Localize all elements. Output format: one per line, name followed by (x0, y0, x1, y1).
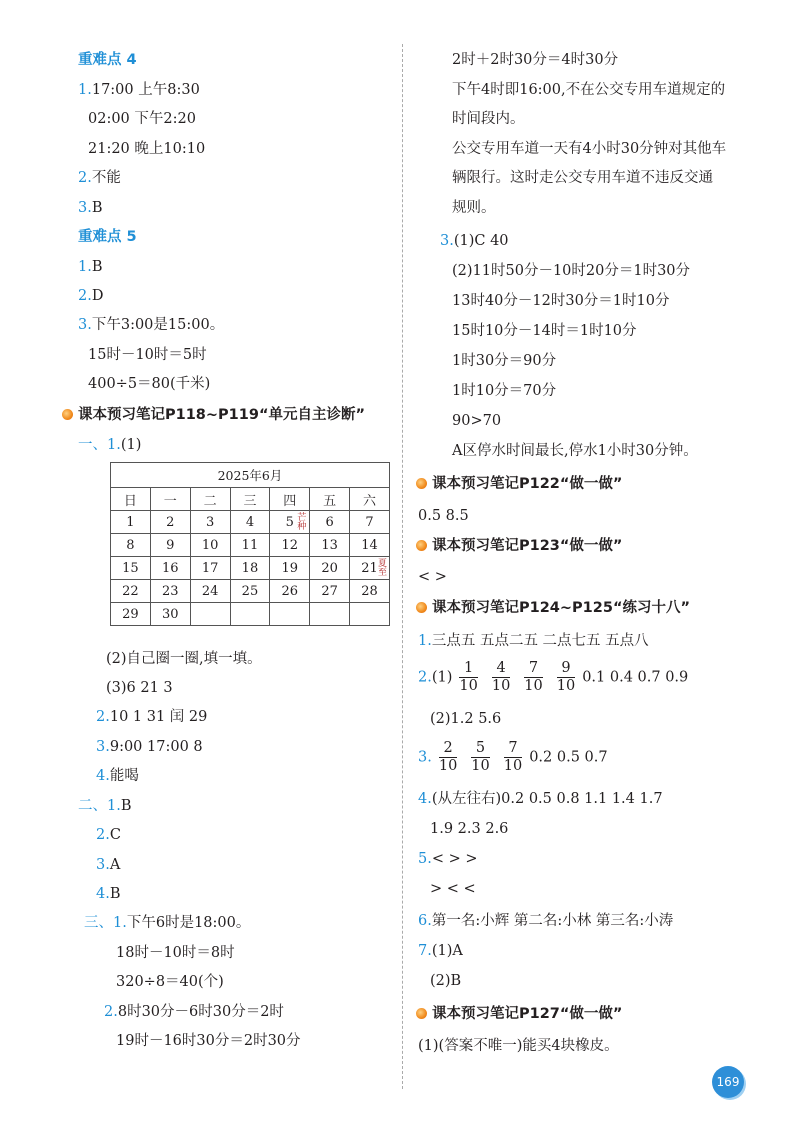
answer-line: 二、1.B (78, 798, 132, 814)
calendar-day-cell (190, 603, 230, 626)
calendar-day: 3 (205, 514, 215, 530)
fraction-numerator: 1 (459, 660, 477, 678)
calendar-day: 19 (281, 560, 299, 576)
answer-line: 公交专用车道一天有4小时30分钟对其他车 (452, 141, 727, 157)
calendar-week-row (111, 580, 390, 603)
section-title: 课本预习笔记P127“做一做” (416, 1004, 622, 1024)
calendar-day: 21 (361, 560, 378, 576)
calendar-day-cell (190, 534, 230, 557)
answer-line: 0.5 8.5 (418, 508, 469, 524)
calendar-day-cell (310, 557, 350, 580)
calendar-day: 9 (166, 537, 175, 553)
calendar-weekday: 一 (150, 488, 190, 511)
answer-line: 7.(1)A (418, 943, 463, 959)
calendar-day: 10 (201, 537, 219, 553)
answer-line: < > (418, 569, 447, 585)
calendar-weekday: 三 (230, 488, 270, 511)
section-title: 课本预习笔记P122“做一做” (416, 474, 622, 494)
answer-line-fractions: 2.(1) $\frac{1}{10}$ $\frac{4}{10}$ $\frac{7}{10}$ $\frac{9}{10}$ 0.1 0.4 0.7 0.9 (418, 660, 689, 694)
fraction-denominator: 10 (503, 758, 523, 774)
calendar-day: 12 (281, 537, 299, 553)
answer-line: (2)1.2 5.6 (430, 711, 502, 727)
calendar-day-cell (230, 534, 270, 557)
section-title: 课本预习笔记P118~P119“单元自主诊断” (62, 405, 365, 425)
answer-line: (1)(答案不唯一)能买4块橡皮。 (418, 1038, 619, 1054)
calendar-week-row (111, 511, 390, 534)
calendar-weekday: 二 (190, 488, 230, 511)
calendar-day-cell (111, 511, 151, 534)
calendar-weekday: 六 (350, 488, 390, 511)
answer-line: 18时－10时＝8时 (116, 945, 235, 961)
answer-line: 5.< > > (418, 851, 478, 867)
calendar-day-cell (310, 534, 350, 557)
answer-line: 3.下午3:00是15:00。 (78, 317, 225, 333)
answer-line: 3.B (78, 200, 103, 216)
calendar-day-cell (230, 603, 270, 626)
fraction-denominator: 10 (459, 678, 478, 694)
calendar-day: 14 (361, 537, 378, 553)
calendar-day-cell (310, 511, 350, 534)
calendar-day: 6 (325, 514, 334, 530)
fraction-numerator: 7 (504, 740, 522, 758)
calendar-weekday: 日 (111, 488, 151, 511)
answer-line: 2时＋2时30分＝4时30分 (452, 52, 619, 68)
answer-line: 4.能喝 (96, 768, 139, 784)
calendar-weekday-row (111, 488, 390, 511)
calendar-weekday: 四 (270, 488, 310, 511)
answer-line: 3.9:00 17:00 8 (96, 739, 203, 755)
answer-line: 320÷8＝40(个) (116, 974, 224, 990)
fraction-denominator: 10 (524, 678, 543, 694)
answer-line: 2.不能 (78, 170, 121, 186)
answer-line: (2)11时50分－10时20分＝1时30分 (452, 263, 691, 279)
fraction-denominator: 10 (471, 758, 490, 774)
section-title: 课本预习笔记P124~P125“练习十八” (416, 598, 690, 618)
answer-line: 4.B (96, 886, 121, 902)
page-number-badge: 169 (712, 1066, 744, 1098)
calendar-day: 29 (122, 606, 139, 622)
fraction (524, 660, 542, 695)
answer-line: > < < (430, 881, 476, 897)
calendar-day-cell (350, 534, 390, 557)
calendar-day-cell (190, 580, 230, 603)
answer-line: 时间段内。 (452, 111, 525, 127)
fraction-denominator: 10 (556, 678, 576, 694)
fraction-numerator: 5 (471, 740, 489, 758)
calendar-table (110, 462, 390, 626)
calendar-day: 23 (161, 583, 179, 599)
fraction-denominator: 10 (491, 678, 511, 694)
answer-line: 下午4时即16:00,不在公交专用车道规定的 (452, 82, 726, 98)
calendar-day: 1 (126, 514, 135, 530)
answer-line: 2.10 1 31 闰 29 (96, 709, 208, 725)
calendar-day-cell (150, 534, 190, 557)
fraction-numerator: 9 (557, 660, 575, 678)
section-heading-4: 重难点 4 (78, 52, 137, 68)
answer-line: 3.A (96, 857, 121, 873)
fraction (459, 660, 477, 695)
answer-line: 辆限行。这时走公交专用车道不违反交通 (452, 170, 713, 186)
answer-line: 规则。 (452, 200, 496, 216)
calendar-day: 27 (321, 583, 338, 599)
calendar-day-cell (111, 603, 151, 626)
calendar-day: 5 (285, 514, 294, 530)
answer-line: 三、1.下午6时是18:00。 (84, 915, 251, 931)
answer-line: 90>70 (452, 413, 502, 429)
calendar-day-cell (230, 580, 270, 603)
answer-line-fractions: 3. $\frac{2}{10}$ $\frac{5}{10}$ $\frac{7}{10}$ 0.2 0.5 0.7 (418, 740, 608, 774)
calendar-day: 16 (161, 560, 179, 576)
calendar-day-cell (350, 511, 390, 534)
bullet-dot-icon (416, 602, 427, 613)
calendar-day: 7 (365, 514, 374, 530)
calendar-day-cell (111, 557, 151, 580)
answer-line: 一、1.(1) (78, 437, 142, 453)
calendar-day: 22 (122, 583, 139, 599)
calendar-caption: 2025年6月 (111, 463, 390, 488)
answer-line: A区停水时间最长,停水1小时30分钟。 (452, 443, 698, 459)
calendar-day-cell (190, 511, 230, 534)
bullet-dot-icon (416, 478, 427, 489)
calendar-note-mangzhong: 芒种 (295, 512, 306, 530)
calendar-day-cell (270, 557, 310, 580)
calendar-day-cell (150, 603, 190, 626)
calendar-day: 4 (245, 514, 255, 530)
answer-line: 2.C (96, 827, 121, 843)
answer-line: 1时10分＝70分 (452, 383, 557, 399)
answer-line: 21:20 晚上10:10 (88, 141, 206, 157)
answer-line: 3.(1)C 40 (440, 233, 509, 249)
fraction (492, 660, 510, 695)
section-heading-5: 重难点 5 (78, 229, 137, 245)
calendar-day-cell (350, 603, 390, 626)
bullet-dot-icon (62, 409, 73, 420)
calendar-day-cell (350, 580, 390, 603)
fraction-numerator: 7 (524, 660, 542, 678)
calendar-day-cell (230, 557, 270, 580)
answer-line: 02:00 下午2:20 (88, 111, 196, 127)
calendar-day-cell (270, 511, 310, 534)
answer-line: (2)B (430, 973, 462, 989)
section-title: 课本预习笔记P123“做一做” (416, 536, 622, 556)
answer-line: 1.三点五 五点二五 二点七五 五点八 (418, 633, 649, 649)
calendar-day: 25 (241, 583, 259, 599)
answer-line: 2.D (78, 288, 104, 304)
calendar-day: 13 (321, 537, 338, 553)
calendar-day-cell (150, 511, 190, 534)
calendar-day-cell (310, 580, 350, 603)
answer-line: 13时40分－12时30分＝1时10分 (452, 293, 670, 309)
calendar-day: 20 (321, 560, 338, 576)
calendar-day-cell (270, 580, 310, 603)
fraction (504, 740, 522, 775)
answer-line: (3)6 21 3 (106, 680, 173, 696)
calendar-week-row (111, 603, 390, 626)
column-divider (402, 44, 403, 1089)
answer-line: (2)自己圈一圈,填一填。 (106, 651, 262, 667)
calendar-day-cell (190, 557, 230, 580)
fraction (557, 660, 575, 695)
calendar-week-row (111, 557, 390, 580)
fraction-numerator: 4 (492, 660, 510, 678)
calendar-day: 24 (201, 583, 219, 599)
calendar-week-row (111, 534, 390, 557)
calendar-day-cell (111, 534, 151, 557)
answer-line: 2.8时30分－6时30分＝2时 (104, 1004, 284, 1020)
fraction-numerator: 2 (439, 740, 457, 758)
calendar-day: 18 (241, 560, 259, 576)
calendar-day: 8 (126, 537, 135, 553)
calendar-day-cell (230, 511, 270, 534)
answer-line: 1.17:00 上午8:30 (78, 82, 200, 98)
answer-line: 19时－16时30分＝2时30分 (116, 1033, 301, 1049)
calendar-day: 26 (281, 583, 299, 599)
calendar-day-cell (310, 603, 350, 626)
bullet-dot-icon (416, 540, 427, 551)
answer-line: 1.9 2.3 2.6 (430, 821, 509, 837)
calendar-day: 15 (122, 560, 139, 576)
calendar-note-xiazhi: 夏至 (376, 558, 386, 576)
calendar-day: 11 (241, 537, 259, 553)
answer-line: 6.第一名:小辉 第二名:小林 第三名:小涛 (418, 913, 674, 929)
calendar-day-cell (150, 557, 190, 580)
calendar-day: 17 (201, 560, 219, 576)
fraction (471, 740, 489, 775)
calendar-day-cell (111, 580, 151, 603)
calendar-day-cell (350, 557, 390, 580)
calendar-day-cell (270, 603, 310, 626)
answer-line: 1时30分＝90分 (452, 353, 557, 369)
answer-line: 15时10分－14时＝1时10分 (452, 323, 637, 339)
calendar-day: 28 (361, 583, 378, 599)
answer-line: 1.B (78, 259, 103, 275)
answer-line: 4.(从左往右)0.2 0.5 0.8 1.1 1.4 1.7 (418, 791, 663, 807)
calendar-day-cell (150, 580, 190, 603)
calendar-weekday: 五 (310, 488, 350, 511)
calendar-day: 30 (161, 606, 179, 622)
answer-line: 400÷5＝80(千米) (88, 376, 211, 392)
calendar-day: 2 (166, 514, 175, 530)
fraction-denominator: 10 (438, 758, 458, 774)
bullet-dot-icon (416, 1008, 427, 1019)
fraction (439, 740, 457, 775)
answer-line: 15时－10时＝5时 (88, 347, 207, 363)
calendar-day-cell (270, 534, 310, 557)
